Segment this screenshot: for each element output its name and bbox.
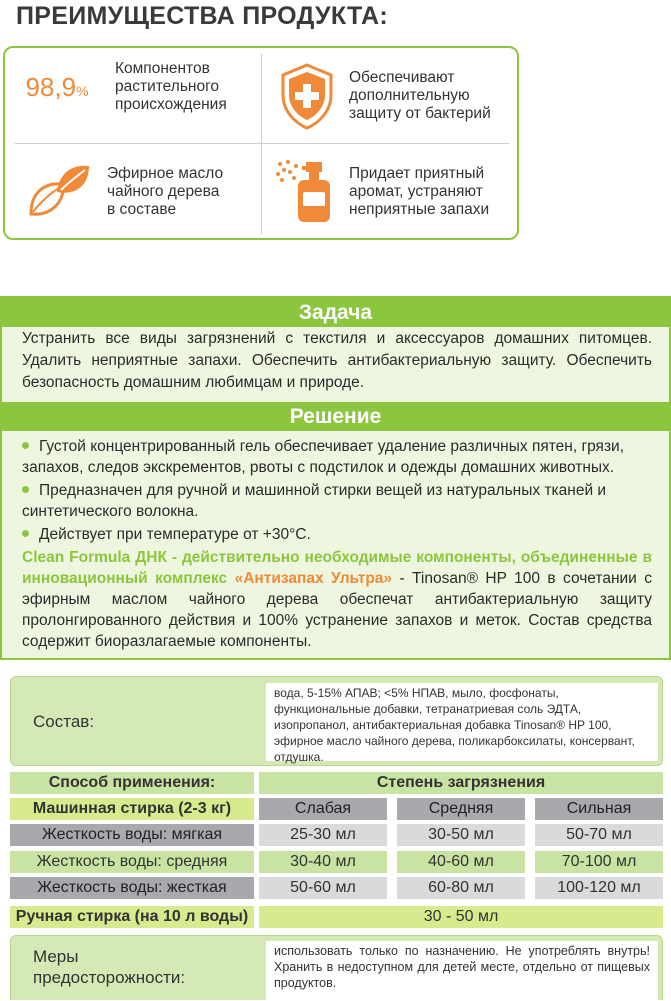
line: чайного дерева xyxy=(107,183,220,200)
line: Обеспечивают xyxy=(349,69,455,86)
level-weak: Слабая xyxy=(259,798,387,820)
composition-label: Состав: xyxy=(33,712,95,731)
tea-leaves-icon xyxy=(19,152,99,232)
line: защиту от бактерий xyxy=(349,105,491,122)
divider xyxy=(261,54,262,234)
task-solution-panel xyxy=(0,296,671,660)
row-label: Жесткость воды: жесткая xyxy=(10,877,254,899)
solution-heading: Решение xyxy=(2,402,669,431)
cell-value: 30-50 мл xyxy=(397,824,525,846)
solution-body xyxy=(22,436,652,652)
benefit-tea xyxy=(19,152,223,232)
hand-label: Ручная стирка (на 10 л воды) xyxy=(10,906,254,928)
shield-cross-icon xyxy=(267,56,347,136)
cell-value: 70-100 мл xyxy=(535,851,663,873)
row-label: Жесткость воды: мягкая xyxy=(10,824,254,846)
cell-value: 100-120 мл xyxy=(535,877,663,899)
line: неприятные запахи xyxy=(349,201,490,218)
bullet-dot-icon xyxy=(22,442,29,449)
benefit-text xyxy=(107,165,223,219)
row-label: Жесткость воды: средняя xyxy=(10,851,254,873)
precautions-label: Меры предосторожности: xyxy=(33,947,186,987)
benefit-plant xyxy=(11,60,227,114)
task-heading: Задача xyxy=(2,298,669,327)
line: Придает приятный xyxy=(349,165,485,182)
line: дополнительную xyxy=(349,87,470,104)
cell-value: 40-60 мл xyxy=(397,851,525,873)
task-text: Устранить все виды загрязнений с текстиля и аксессуаров домашних питомцев. Удалить неприятные запахи. Обеспечить антибактериальную защиту. Обеспечить безопасность домашним любимцам и природе. xyxy=(22,330,652,391)
composition-panel xyxy=(10,676,663,766)
benefit-text xyxy=(349,165,489,219)
benefit-protection xyxy=(267,56,491,136)
line: аромат, устраняют xyxy=(349,183,483,200)
brand-text: Clean Formula ДНК - действительно необходимые компоненты, объединенные в инновационный комплекс xyxy=(22,549,652,587)
percent-sign: % xyxy=(76,82,89,99)
cell-value: 60-80 мл xyxy=(397,877,525,899)
complex-name: «Антизапах Ультра» xyxy=(234,570,393,587)
cell-value: 25-30 мл xyxy=(259,824,387,846)
cell-value: 50-70 мл xyxy=(535,824,663,846)
paragraph-text: - Tinosan® HP 100 в сочетании с эфирным маслом чайного дерева обеспечат антибактериальную защиту пролонгированного действия и 100% устранение запахов и меток. Состав средства содержит биоразлагаемые компоненты. xyxy=(22,570,653,650)
level-strong: Сильная xyxy=(535,798,663,820)
divider xyxy=(15,143,509,144)
line: в составе xyxy=(107,201,177,218)
list-item xyxy=(22,524,652,545)
line: происхождения xyxy=(115,96,227,113)
line: Эфирное масло xyxy=(107,165,224,182)
bullet-text: Действует при температуре от +30°С. xyxy=(39,526,311,543)
benefits-panel xyxy=(3,46,519,240)
composition-text: вода, 5-15% АПАВ; <5% НПАВ, мыло, фосфонаты, функциональные добавки, тетранатриевая соль ЭДТА, изопропанол, антибактериальная добавка Tinosan® HP 100, эфирное масло чайного дерева, поликарбоксилаты, консервант, отдушка. xyxy=(266,683,658,761)
cell-value: 30-40 мл xyxy=(259,851,387,873)
level-medium: Средняя xyxy=(397,798,525,820)
method-label: Способ применения: xyxy=(10,772,254,794)
machine-label: Машинная стирка (2-3 кг) xyxy=(10,798,254,820)
list-item xyxy=(22,436,652,478)
bullet-dot-icon xyxy=(22,530,29,537)
cell-value: 50-60 мл xyxy=(259,877,387,899)
line: растительного xyxy=(115,78,220,95)
spray-bottle-icon xyxy=(267,152,347,232)
benefit-aroma xyxy=(267,152,489,232)
hand-value: 30 - 50 мл xyxy=(259,906,663,928)
list-item xyxy=(22,480,652,522)
bullet-dot-icon xyxy=(22,486,29,493)
percent-value: 98,9 xyxy=(25,71,77,102)
brand-paragraph xyxy=(22,547,652,652)
bullet-text: Густой концентрированный гель обеспечивает удаление различных пятен, грязи, запахов, следов экскрементов, рвоты с подстилок и одежды домашних животных. xyxy=(22,438,625,476)
page-title: ПРЕИМУЩЕСТВА ПРОДУКТА: xyxy=(16,2,388,30)
precautions-text: использовать только по назначению. Не употреблять внутрь! Хранить в недоступном для детей месте, отдельно от пищевых продуктов. xyxy=(266,941,658,1001)
bullet-text: Предназначен для ручной и машинной стирки вещей из натуральных тканей и синтетического волокна. xyxy=(22,482,607,520)
line: Компонентов xyxy=(115,60,210,77)
percent-badge xyxy=(11,72,103,103)
benefit-text xyxy=(115,60,227,114)
benefit-text xyxy=(349,69,491,123)
degree-label: Степень загрязнения xyxy=(259,772,663,794)
precautions-panel xyxy=(10,935,663,1000)
